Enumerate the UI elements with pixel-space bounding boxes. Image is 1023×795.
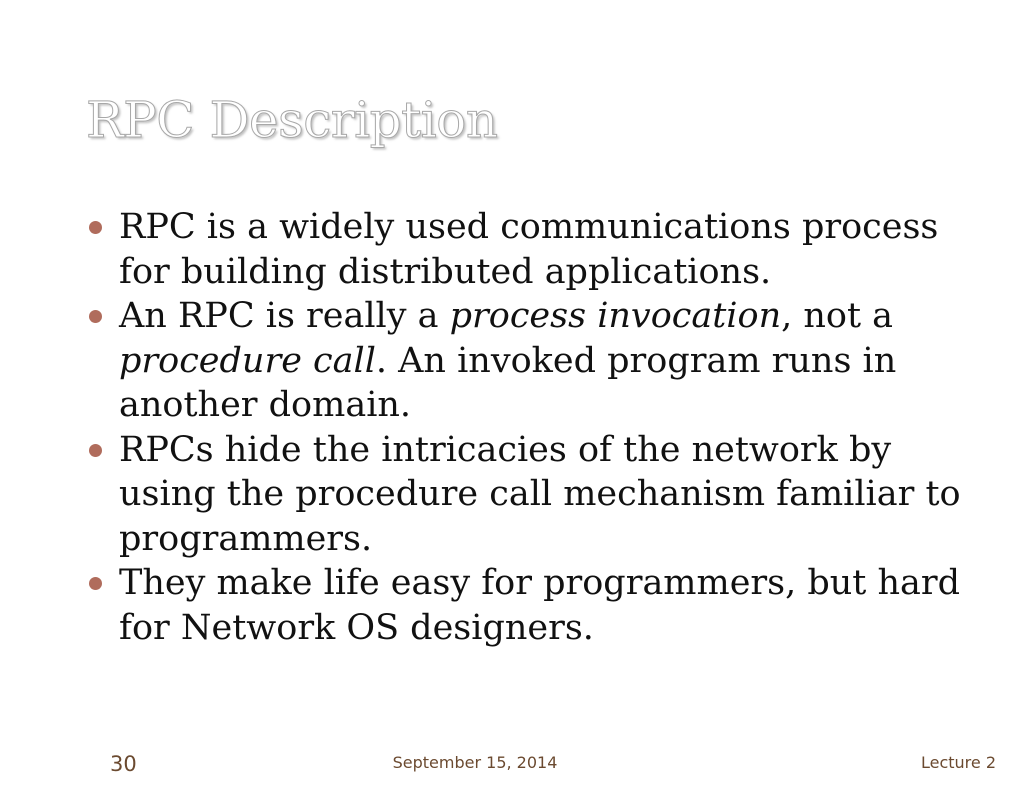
bullet-item: [88, 428, 968, 562]
bullet-dot-icon: [89, 221, 102, 234]
bullet-segment: They make life easy for programmers, but hard for Network OS designers.: [119, 563, 961, 648]
slide-number: 30: [110, 752, 137, 776]
bullet-emphasis: process invocation: [449, 296, 782, 336]
bullet-text: [119, 428, 968, 562]
bullet-dot-icon: [89, 444, 102, 457]
bullet-item: [88, 205, 968, 294]
slide-title: RPC Description: [86, 91, 498, 149]
bullet-item: [88, 561, 968, 650]
bullet-emphasis: procedure call: [119, 340, 376, 381]
footer-lecture: Lecture 2: [920, 753, 996, 772]
bullet-item: [88, 294, 968, 428]
bullet-segment: . An invoked program runs in another domain.: [119, 340, 897, 425]
bullet-segment: , not a: [781, 296, 894, 336]
bullet-dot-icon: [89, 310, 102, 323]
bullet-segment: RPCs hide the intricacies of the network by using the procedure call mechanism familiar to programmers.: [119, 429, 961, 559]
bullet-segment: An RPC is really a: [119, 296, 450, 336]
footer-date: September 15, 2014: [392, 753, 558, 772]
bullet-text: [119, 294, 968, 428]
bullet-text: [119, 205, 968, 294]
bullet-segment: RPC is a widely used communications process for building distributed applications.: [119, 207, 939, 292]
bullet-text: [119, 561, 968, 650]
bullet-dot-icon: [89, 577, 102, 590]
bullet-list: [88, 205, 968, 650]
